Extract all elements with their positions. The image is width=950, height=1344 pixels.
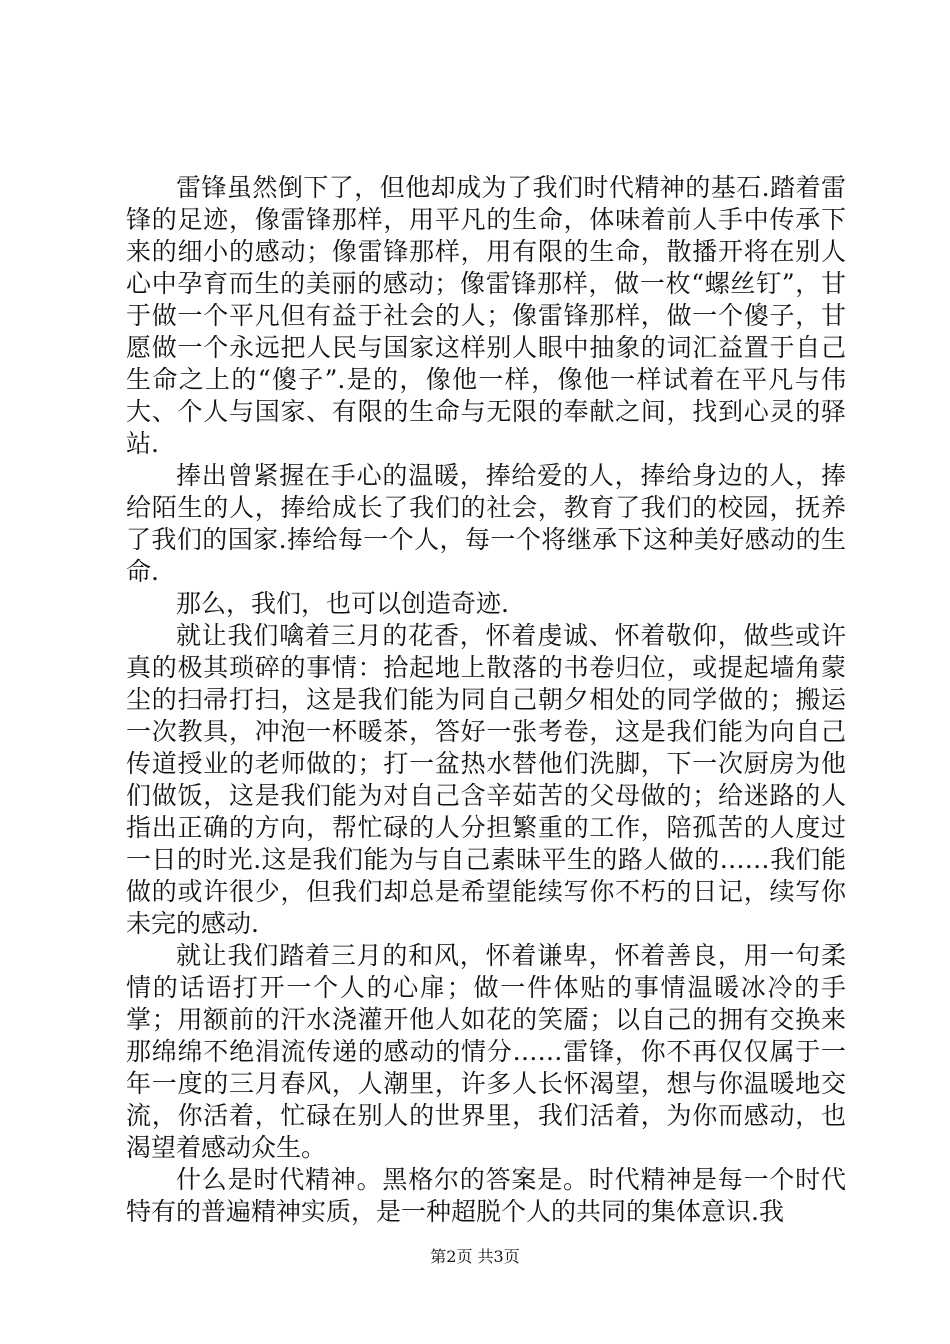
paragraph-6: 什么是时代精神。黑格尔的答案是。时代精神是每一个时代特有的普遍精神实质，是一种超脱个人的共同的集体意识.我 <box>126 1165 846 1226</box>
paragraph-3: 那么，我们，也可以创造奇迹. <box>176 589 509 618</box>
paragraph-2: 捧出曾紧握在手心的温暖，捧给爱的人，捧给身边的人，捧给陌生的人，捧给成长了我们的社会，教育了我们的校园，抚养了我们的国家.捧给每一个人，每一个将继承下这种美好感动的生命. <box>126 461 846 586</box>
paragraph-1: 雷锋虽然倒下了，但他却成为了我们时代精神的基石.踏着雷锋的足迹，像雷锋那样，用平凡的生命，体味着前人手中传承下来的细小的感动；像雷锋那样，用有限的生命，散播开将在别人心中孕育而生的美丽的感动；像雷锋那样，做一枚“螺丝钉”，甘于做一个平凡但有益于社会的人；像雷锋那样，做一个傻子，甘愿做一个永远把人民与国家这样别人眼中抽象的词汇益置于自己生命之上的“傻子”.是的，像他一样，像他一样试着在平凡与伟大、个人与国家、有限的生命与无限的奉献之间，找到心灵的驿站. <box>126 173 846 458</box>
document-body <box>126 172 846 1228</box>
page-footer <box>0 1244 950 1267</box>
page-number-label: 第2页 共3页 <box>430 1247 520 1266</box>
paragraph-4: 就让我们噙着三月的花香，怀着虔诚、怀着敬仰，做些或许真的极其琐碎的事情：拾起地上散落的书卷归位，或提起墙角蒙尘的扫帚打扫，这是我们能为同自己朝夕相处的同学做的；搬运一次教具，冲泡一杯暖茶，答好一张考卷，这是我们能为向自己传道授业的老师做的；打一盆热水替他们洗脚，下一次厨房为他们做饭，这是我们能为对自己含辛茹苦的父母做的；给迷路的人指出正确的方向，帮忙碌的人分担繁重的工作，陪孤苦的人度过一日的时光.这是我们能为与自己素昧平生的路人做的……我们能做的或许很少，但我们却总是希望能续写你不朽的日记，续写你未完的感动. <box>126 621 846 938</box>
paragraph-5: 就让我们踏着三月的和风，怀着谦卑，怀着善良，用一句柔情的话语打开一个人的心扉；做一件体贴的事情温暖冰冷的手掌；用额前的汗水浇灌开他人如花的笑靥；以自己的拥有交换来那绵绵不绝涓流传递的感动的情分……雷锋，你不再仅仅属于一年一度的三月春风，人潮里，许多人长怀渴望，想与你温暖地交流，你活着，忙碌在别人的世界里，我们活着，为你而感动，也渴望着感动众生。 <box>126 941 846 1162</box>
